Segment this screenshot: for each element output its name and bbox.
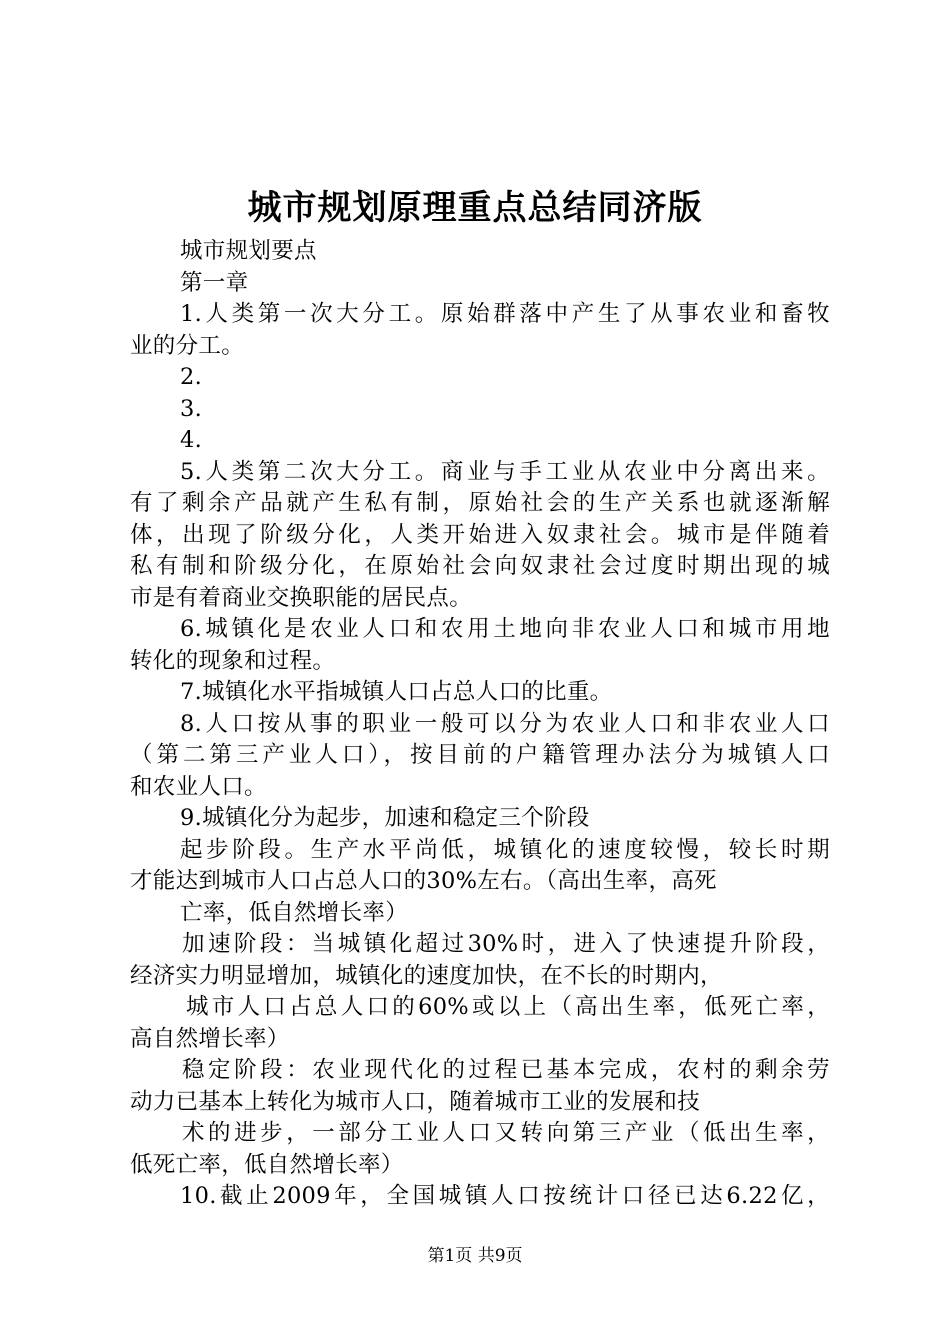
text-line: 城市规划要点	[180, 238, 317, 264]
text-line: 稳定阶段：农业现代化的过程已基本完成，农村的剩余劳	[182, 1057, 830, 1083]
text-line: 有了剩余产品就产生私有制，原始社会的生产关系也就逐渐解	[130, 490, 830, 516]
text-line: 术的进步，一部分工业人口又转向第三产业（低出生率，	[182, 1120, 830, 1146]
text-line: 8.人口按从事的职业一般可以分为农业人口和非农业人口	[180, 710, 830, 737]
text-line: 转化的现象和过程。	[130, 647, 336, 674]
text-line: 低死亡率，低自然增长率）	[130, 1151, 404, 1178]
text-line: 9.城镇化分为起步，加速和稳定三个阶段	[180, 805, 590, 831]
text-line: 5.人类第二次大分工。商业与手工业从农业中分离出来。	[180, 458, 830, 485]
text-line: 3.	[180, 395, 203, 422]
page-number-footer: 第1页 共9页	[427, 1246, 523, 1266]
text-line: 10.截止2009年，全国城镇人口按统计口径已达6.22亿，	[180, 1183, 830, 1209]
text-line: 第一章	[180, 269, 249, 296]
text-line: 业的分工。	[130, 332, 245, 359]
text-line: 和农业人口。	[130, 773, 267, 800]
text-line: 7.城镇化水平指城镇人口占总人口的比重。	[180, 679, 613, 705]
text-line: 体，出现了阶级分化，人类开始进入奴隶社会。城市是伴随着	[130, 521, 830, 548]
text-line: 亡率，低自然增长率）	[180, 899, 409, 926]
text-line: 市是有着商业交换职能的居民点。	[130, 584, 473, 611]
text-line: 才能达到城市人口占总人口的30%左右。（高出生率，高死	[130, 868, 717, 894]
page-title: 城市规划原理重点总结同济版	[247, 188, 703, 228]
text-line: 加速阶段：当城镇化超过30%时，进入了快速提升阶段，	[182, 931, 830, 957]
text-line: 高自然增长率）	[130, 1025, 290, 1052]
text-line: （第二第三产业人口），按目前的户籍管理办法分为城镇人口	[130, 742, 830, 768]
text-line: 私有制和阶级分化，在原始社会向奴隶社会过度时期出现的城	[130, 553, 830, 579]
text-line: 起步阶段。生产水平尚低，城镇化的速度较慢，较长时期	[180, 836, 830, 863]
text-line: 4.	[180, 427, 203, 453]
body-text	[130, 236, 830, 1213]
text-line: 1.人类第一次大分工。原始群落中产生了从事农业和畜牧	[180, 301, 830, 327]
text-line: 动力已基本上转化为城市人口，随着城市工业的发展和技	[130, 1088, 701, 1115]
text-line: 2.	[180, 364, 203, 390]
text-line: 城市人口占总人口的60%或以上（高出生率，低死亡率，	[186, 994, 830, 1020]
text-line: 经济实力明显增加，城镇化的速度加快，在不长的时期内，	[130, 962, 723, 989]
text-line: 6.城镇化是农业人口和农用土地向非农业人口和城市用地	[180, 616, 830, 642]
